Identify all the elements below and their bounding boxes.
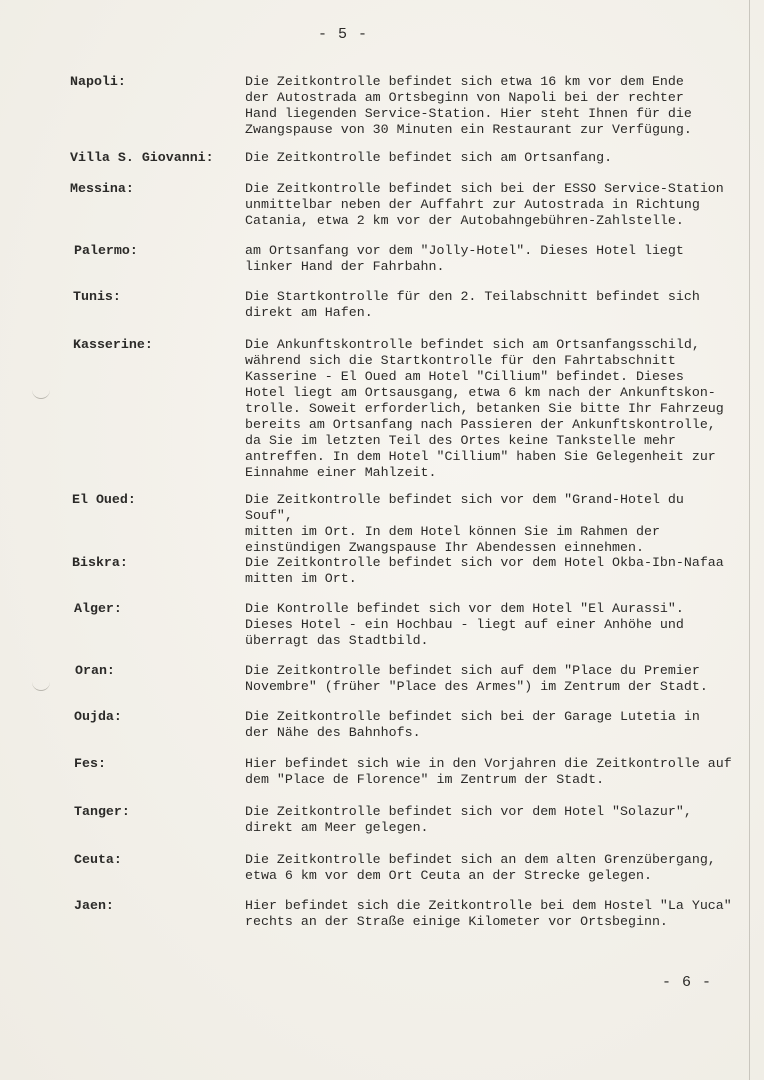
entry-text: Die Kontrolle befindet sich vor dem Hotel "El Aurassi". Dieses Hotel - ein Hochbau - liegt auf einer Anhöhe und überragt das Stadtbild. xyxy=(245,601,684,648)
city-label: Oujda: xyxy=(74,709,122,724)
page-number-top: - 5 - xyxy=(318,26,369,43)
city-label: Ceuta: xyxy=(74,852,122,867)
entry-text: Die Zeitkontrolle befindet sich etwa 16 km vor dem Ende der Autostrada am Ortsbeginn von Napoli bei der rechter Hand liegenden Service-Station. Hier steht Ihnen für die Zwangspause von 30 Minuten ein Restaurant zur Verfügung. xyxy=(245,74,692,137)
page-edge xyxy=(749,0,750,1080)
entry-text: Die Zeitkontrolle befindet sich an dem alten Grenzübergang, etwa 6 km vor dem Ort Ceuta an der Strecke gelegen. xyxy=(245,852,716,883)
entry-text: Die Zeitkontrolle befindet sich bei der Garage Lutetia in der Nähe des Bahnhofs. xyxy=(245,709,700,740)
city-label: Messina: xyxy=(70,181,134,196)
punch-hole xyxy=(32,680,50,691)
entry-text: Hier befindet sich die Zeitkontrolle bei dem Hostel "La Yuca" rechts an der Straße einige Kilometer vor Ortsbeginn. xyxy=(245,898,732,929)
city-label: Tunis: xyxy=(73,289,121,304)
entry-text: Die Zeitkontrolle befindet sich vor dem "Grand-Hotel du Souf", mitten im Ort. In dem Hotel können Sie im Rahmen der einstündigen Zwangspause Ihr Abendessen einnehmen. xyxy=(245,492,684,555)
city-label: Napoli: xyxy=(70,74,126,89)
city-label: Oran: xyxy=(75,663,115,678)
entry-text: Die Zeitkontrolle befindet sich vor dem Hotel Okba-Ibn-Nafaa mitten im Ort. xyxy=(245,555,724,586)
punch-hole xyxy=(32,388,50,399)
city-label: Jaen: xyxy=(74,898,114,913)
entry-text: am Ortsanfang vor dem "Jolly-Hotel". Dieses Hotel liegt linker Hand der Fahrbahn. xyxy=(245,243,684,274)
entry-text: Die Ankunftskontrolle befindet sich am Ortsanfangsschild, während sich die Startkontrolle für den Fahrtabschnitt Kasserine - El Oued am Hotel "Cillium" befindet. Dieses Hotel liegt am Ortsausgang, etwa 6 km nach der Ankunftskon- trolle. Soweit erforderlich, betanken Sie bitte Ihr Fahrzeug bereits am Ortsanfang nach Passieren der Ankunftskontrolle, da Sie im letzten Teil des Ortes keine Tankstelle mehr antreffen. In dem Hotel "Cillium" haben Sie Gelegenheit zur Einnahme einer Mahlzeit. xyxy=(245,337,724,480)
page-number-bottom: - 6 - xyxy=(662,974,713,991)
city-label: Tanger: xyxy=(74,804,130,819)
entry-text: Hier befindet sich wie in den Vorjahren die Zeitkontrolle auf dem "Place de Florence" im Zentrum der Stadt. xyxy=(245,756,732,787)
city-label: El Oued: xyxy=(72,492,136,507)
entry-text: Die Zeitkontrolle befindet sich bei der ESSO Service-Station unmittelbar neben der Auffahrt zur Autostrada in Richtung Catania, etwa 2 km vor der Autobahngebühren-Zahlstelle. xyxy=(245,181,724,228)
city-label: Fes: xyxy=(74,756,106,771)
city-label: Alger: xyxy=(74,601,122,616)
entry-text: Die Zeitkontrolle befindet sich auf dem "Place du Premier Novembre" (früher "Place des Armes") im Zentrum der Stadt. xyxy=(245,663,708,694)
city-label: Palermo: xyxy=(74,243,138,258)
entry-text: Die Zeitkontrolle befindet sich am Ortsanfang. xyxy=(245,150,613,165)
entry-text: Die Startkontrolle für den 2. Teilabschnitt befindet sich direkt am Hafen. xyxy=(245,289,700,320)
city-label: Villa S. Giovanni: xyxy=(70,150,214,165)
city-label: Biskra: xyxy=(72,555,128,570)
city-label: Kasserine: xyxy=(73,337,153,352)
entry-text: Die Zeitkontrolle befindet sich vor dem Hotel "Solazur", direkt am Meer gelegen. xyxy=(245,804,692,835)
